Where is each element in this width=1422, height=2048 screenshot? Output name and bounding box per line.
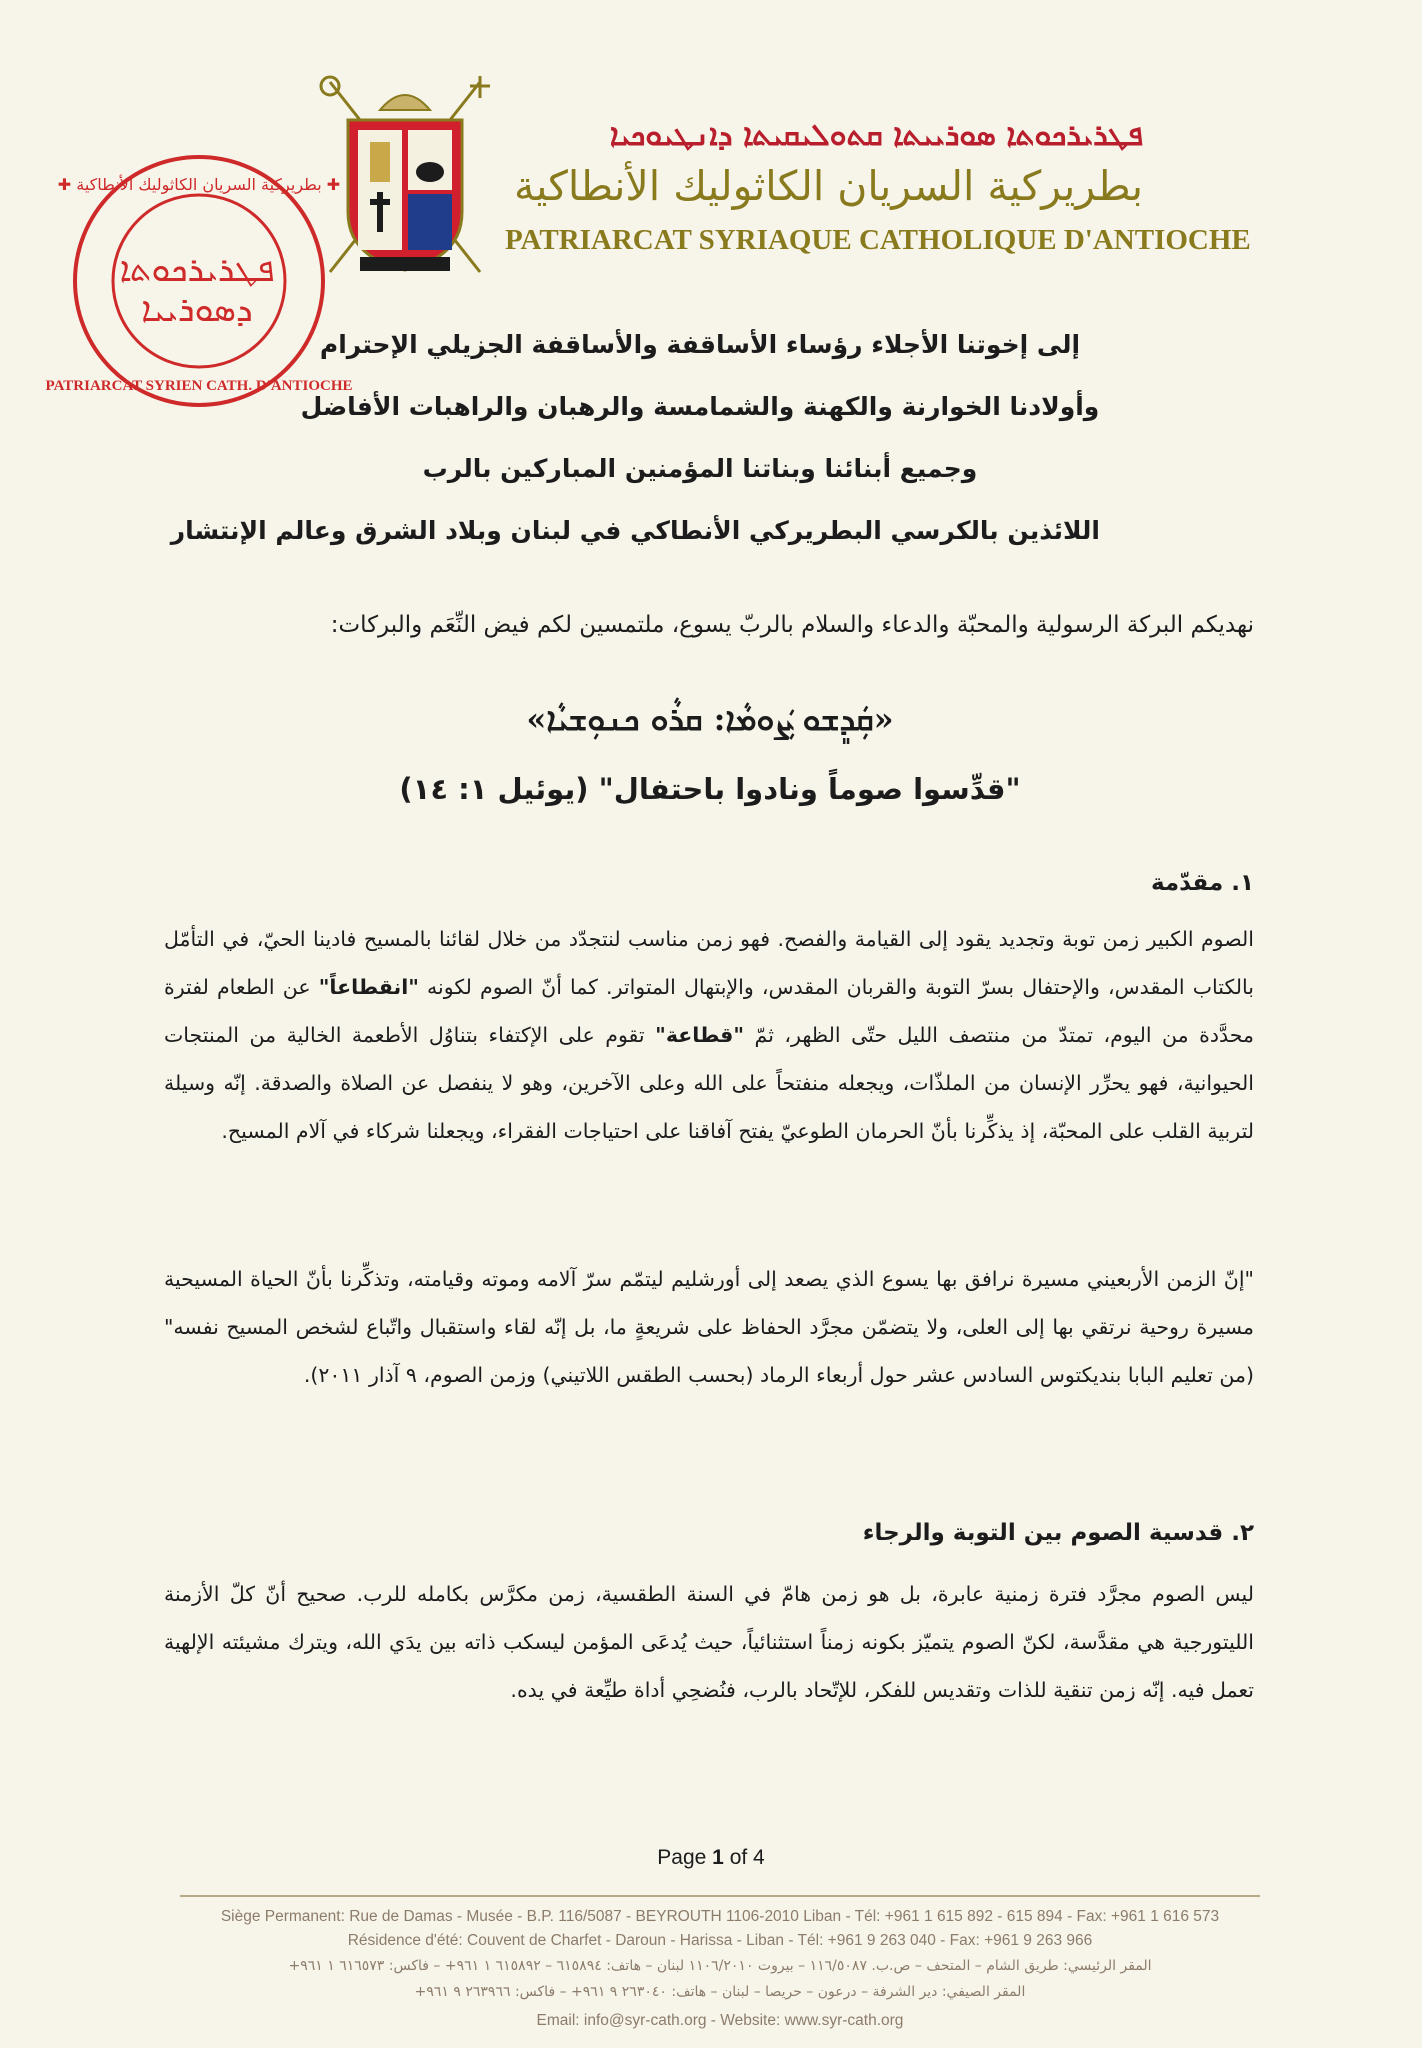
footer-address-line: المقر الرئيسي: طريق الشام – المتحف – ص.ب. ١١٦/٥٠٨٧ – بيروت ١١٠٦/٢٠١٠ لبنان – هاتف: ٦١٥٨٩٤ – ٦١٥٨٩٢ ١ ٩٦١+ – فاكس: ٦١٦٥٧٣ ١ ٩٦١+ [288, 1958, 1152, 1974]
svg-text:PATRIARCAT SYRIEN CATH. D'ANTI: PATRIARCAT SYRIEN CATH. D'ANTIOCHE [45, 378, 353, 394]
seal-syriac-text: ܦܛܪܝܪܟܘܬܐ ܕܣܘܪܝܝܐ [119, 250, 275, 330]
greeting: نهديكم البركة الرسولية والمحبّة والدعاء والسلام بالربّ يسوع، ملتمسين لكم فيض النِّعَم والبركات: [330, 612, 1254, 638]
syriac-quote-title: «ܩܲܕܸܫܘ ܨܲܘܡܵܐ: ܩܪܵܘ ܟܢܘܼܫܝܵܐ» [526, 700, 894, 738]
addressee-line: وجميع أبنائنا وبناتنا المؤمنين المباركين بالرب [422, 454, 978, 483]
paragraph: "إنّ الزمن الأربعيني مسيرة نرافق بها يسوع الذي يصعد إلى أورشليم ليتمّم سرّ آلامه وموته وقيامته، وتذكِّرنا بأنّ الحياة المسيحية مسيرة روحية نرتقي بها إلى العلى، ولا يتضمّن مجرَّد الحفاظ على شريعةٍ ما، بل إنّه لقاء واستقبال واتّباع لشخص المسيح نفسه" (من تعليم البابا بنديكتوس السادس عشر حول أربعاء الرماد (بحسب الطقس اللاتيني) وزمن الصوم، ٩ آذار ٢٠١١). [164, 1267, 1254, 1387]
addressee-line: وأولادنا الخوارنة والكهنة والشمامسة والرهبان والراهبات الأفاضل [300, 392, 1100, 421]
section-heading: ١. مقدّمة [1150, 870, 1254, 896]
footer-contact-line[interactable]: Email: info@syr-cath.org - Website: www.syr-cath.org [536, 2012, 904, 2029]
header-arabic-title: بطريركية السريان الكاثوليك الأنطاكية [514, 162, 1143, 210]
emphasis: "قطاعة" [655, 1023, 745, 1047]
arabic-quote-title: "قدِّسوا صوماً ونادوا باحتفال" (يوئيل ١: ١٤) [399, 772, 1021, 806]
footer-address-line: Résidence d'été: Couvent de Charfet - Daroun - Harissa - Liban - Tél: +961 9 263 040 - Fax: +961 9 263 966 [347, 1932, 1093, 1949]
footer-address-line: Siège Permanent: Rue de Damas - Musée - B.P. 116/5087 - BEYROUTH 1106-2010 Liban - Tél: +961 1 615 892 - 615 894 - Fax: +961 1 616 573 [220, 1908, 1220, 1925]
header-syriac-title: ܦܛܪܝܪܟܘܬܐ ܣܘܪܝܝܬܐ ܩܬܘܠܝܩܝܬܐ ܕܐܢܛܝܘܟܝܐ [609, 118, 1143, 153]
section-heading: ٢. قدسية الصوم بين التوبة والرجاء [862, 1520, 1254, 1546]
emphasis: "انقطاعاً" [318, 975, 419, 999]
paragraph: ليس الصوم مجرَّد فترة زمنية عابرة، بل هو زمن هامّ في السنة الطقسية، زمن مكرَّس بكامله للرب. صحيح أنّ كلّ الأزمنة الليتورجية هي مقدَّسة، لكنّ الصوم يتميّز بكونه زمناً استثنائياً، حيث يُدعَى المؤمن ليسكب ذاته بين يدَي الله، ويترك مشيئته الإلهية تعمل فيه. إنّه زمن تنقية للذات وتقديس للفكر، للإتّحاد بالرب، فنُضحِي أداة طيِّعة في يده. [164, 1582, 1254, 1702]
svg-text:✚ بطريركية السريان الكاثوليك ا: ✚ بطريركية السريان الكاثوليك الأنطاكية ✚ [57, 175, 341, 194]
paragraph: الصوم الكبير زمن توبة وتجديد يقود إلى القيامة والفصح. فهو زمن مناسب لنتجدّد من خلال لقائنا بالمسيح فادينا الحيّ، في التأمّل بالكتاب المقدس، والإحتفال بسرّ التوبة والقربان المقدس، والإبتهال المتواتر. كما أنّ الصوم لكونه "انقطاعاً" عن الطعام لفترة محدَّدة من اليوم، تمتدّ من منتصف الليل حتّى الظهر، ثمّ "قطاعة" تقوم على الإكتفاء بتناوُل الأطعمة الخالية من المنتجات الحيوانية، فهو يحرِّر الإنسان من الملذّات، ويجعله منفتحاً على الله وعلى الآخرين، وهو لا ينفصل عن الصلاة والصدقة. إنّه وسيلة لتربية القلب على المحبّة، إذ يذكِّرنا بأنّ الحرمان الطوعيّ يفتح آفاقنا على احتياجات الفقراء، ويجعلنا شركاء في آلام المسيح. [164, 927, 1254, 1143]
addressee-line: اللائذين بالكرسي البطريركي الأنطاكي في لبنان وبلاد الشرق وعالم الإنتشار [170, 516, 1100, 545]
header-french-title: PATRIARCAT SYRIAQUE CATHOLIQUE D'ANTIOCHE [505, 224, 1251, 256]
addressee-line: إلى إخوتنا الأجلاء رؤساء الأساقفة والأساقفة الجزيلي الإحترام [319, 330, 1081, 359]
page-number: Page 1 of 4 [657, 1846, 765, 1869]
footer-divider [180, 1895, 1260, 1897]
footer-address-line: المقر الصيفي: دير الشرفة – درعون – حريصا – لبنان – هاتف: ٢٦٣٠٤٠ ٩ ٩٦١+ – فاكس: ٢٦٣٩٦٦ ٩ ٩٦١+ [414, 1984, 1026, 2000]
